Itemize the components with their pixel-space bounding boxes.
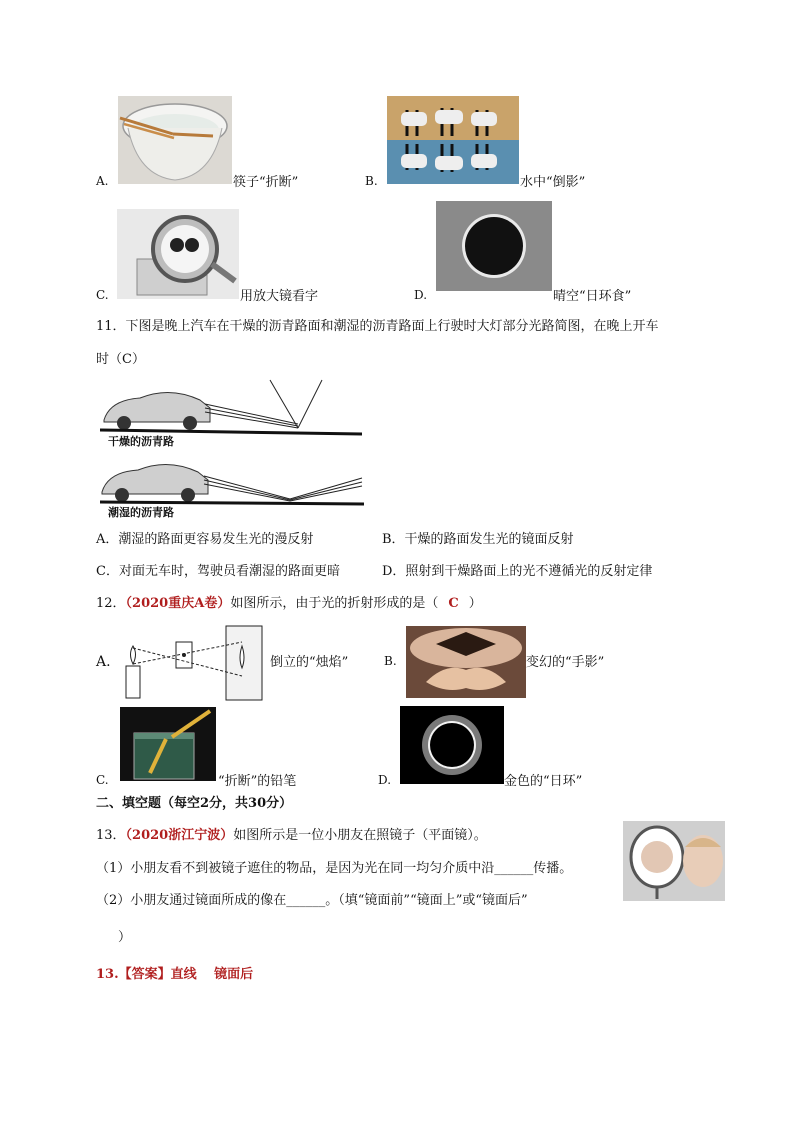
q12-stem	[96, 594, 482, 614]
q13-stem	[96, 826, 487, 846]
q12-option-d-letter: D.	[378, 773, 392, 787]
q12-option-b-caption: 变幻的“手影”	[526, 655, 605, 670]
q12-option-b-letter: B.	[384, 654, 397, 668]
dry-road-label: 干燥的沥青路	[108, 435, 174, 448]
child-mirror-photo	[623, 821, 725, 901]
bowl-chopsticks-photo	[118, 96, 232, 184]
q12-option-a-letter: A.	[96, 654, 111, 670]
q13-answer: 13.【答案】直线 镜面后	[96, 967, 254, 982]
q13-part2: （2）小朋友通过镜面所成的像在______。（填“镜面前”“镜面上”或“镜面后”	[96, 893, 528, 908]
pinhole-camera-figure	[118, 624, 268, 704]
q10-option-a-caption: 筷子“折断”	[233, 175, 299, 190]
q12-option-a-caption: 倒立的“烛焰”	[270, 655, 349, 670]
q12-number: 12．	[96, 596, 126, 611]
q13-source: （2020浙江宁波）	[125, 828, 234, 843]
q10-option-a-letter: A.	[96, 174, 109, 188]
q11-option-b: B．干燥的路面发生光的镜面反射	[382, 532, 574, 547]
q12-option-c-caption: “折断”的铅笔	[218, 774, 297, 789]
annular-eclipse-photo-1	[436, 201, 552, 291]
q13-question: 如图所示是一位小朋友在照镜子（平面镜）。	[233, 828, 487, 843]
q10-option-d-caption: 晴空“日环食”	[553, 289, 632, 304]
pencil-in-water-photo	[120, 707, 216, 781]
q10-option-b-letter: B.	[365, 174, 378, 188]
q12-option-c-letter: C.	[96, 773, 109, 787]
section-heading: 二、填空题（每空2分，共30分）	[96, 796, 293, 811]
q11-option-c: C．对面无车时，驾驶员看潮湿的路面更暗	[96, 564, 340, 579]
hand-shadow-photo	[406, 626, 526, 698]
zebra-reflection-photo	[387, 96, 519, 184]
q12-answer: C	[448, 596, 459, 611]
q12-question: 如图所示，由于光的折射形成的是（	[230, 596, 439, 611]
q10-option-c-letter: C.	[96, 288, 109, 302]
q11-stem-line1: 11．下图是晚上汽车在干燥的沥青路面和潮湿的沥青路面上行驶时大灯部分光路简图，在晚上开车	[96, 319, 659, 334]
q12-source: （2020重庆A卷）	[125, 596, 231, 611]
q11-option-a: A．潮湿的路面更容易发生光的漫反射	[96, 532, 314, 547]
q13-part2-close: ）	[118, 930, 132, 945]
q11-option-d: D．照射到干燥路面上的光不遵循光的反射定律	[382, 564, 653, 579]
q10-option-b-caption: 水中“倒影”	[520, 175, 586, 190]
q12-option-d-caption: 金色的“日环”	[504, 774, 583, 789]
wet-road-label: 潮湿的沥青路	[108, 506, 174, 519]
q10-option-c-caption: 用放大镜看字	[240, 289, 319, 304]
q10-option-d-letter: D.	[414, 288, 428, 302]
magnifier-photo	[117, 209, 239, 299]
q13-number: 13．	[96, 828, 126, 843]
annular-eclipse-photo-2	[400, 706, 504, 784]
q11-stem-line2: 时（C）	[96, 352, 145, 367]
q13-part1: （1）小朋友看不到被镜子遮住的物品，是因为光在同一均匀介质中沿______传播。	[96, 861, 573, 876]
q12-close: ）	[468, 596, 482, 611]
